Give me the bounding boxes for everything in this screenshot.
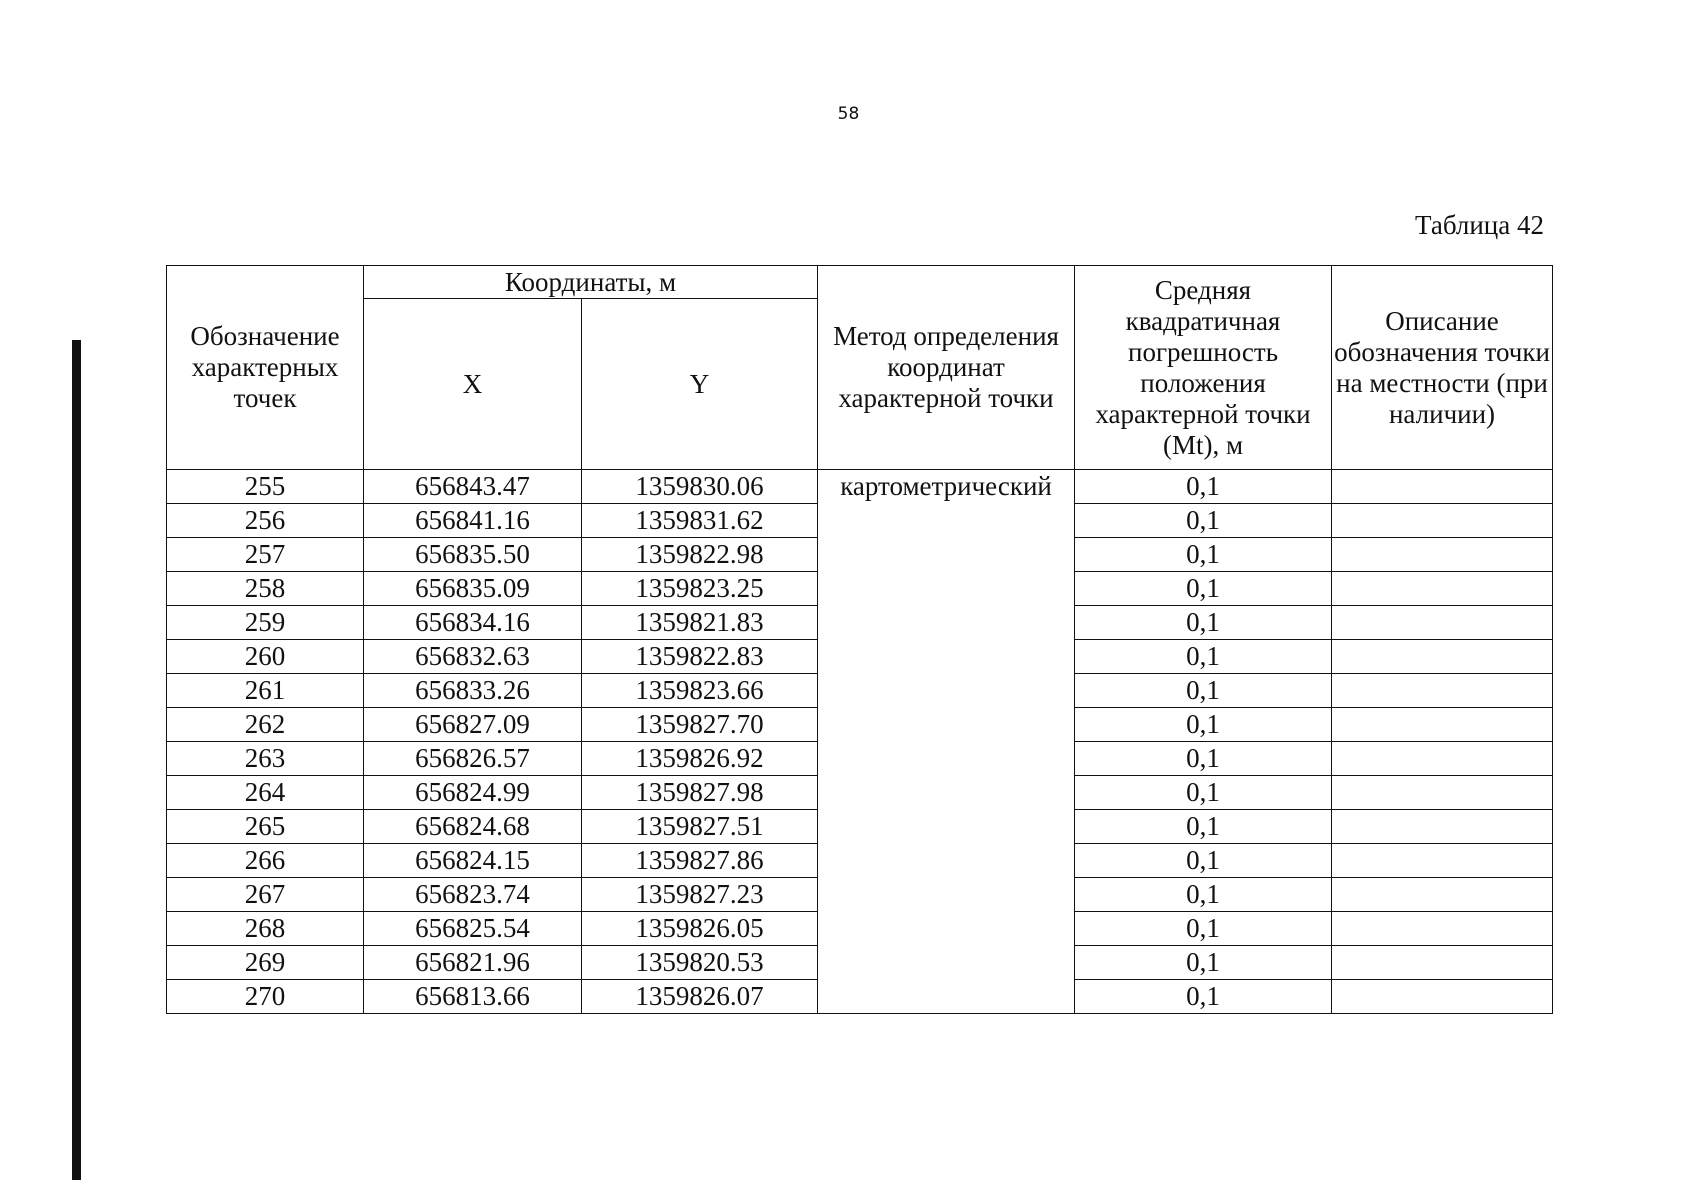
scan-edge-bar <box>72 340 81 1180</box>
point-cell: 269 <box>167 946 364 980</box>
description-cell <box>1332 708 1553 742</box>
header-coords-group: Координаты, м <box>364 266 818 299</box>
x-cell: 656824.15 <box>364 844 582 878</box>
y-cell: 1359827.98 <box>582 776 818 810</box>
mt-cell: 0,1 <box>1075 878 1332 912</box>
y-cell: 1359821.83 <box>582 606 818 640</box>
header-y: Y <box>582 299 818 470</box>
description-cell <box>1332 674 1553 708</box>
x-cell: 656835.09 <box>364 572 582 606</box>
point-cell: 262 <box>167 708 364 742</box>
y-cell: 1359823.25 <box>582 572 818 606</box>
mt-cell: 0,1 <box>1075 606 1332 640</box>
mt-cell: 0,1 <box>1075 640 1332 674</box>
x-cell: 656833.26 <box>364 674 582 708</box>
point-cell: 266 <box>167 844 364 878</box>
y-cell: 1359822.98 <box>582 538 818 572</box>
table-body <box>167 470 1553 1014</box>
point-cell: 263 <box>167 742 364 776</box>
mt-cell: 0,1 <box>1075 708 1332 742</box>
x-cell: 656823.74 <box>364 878 582 912</box>
y-cell: 1359826.07 <box>582 980 818 1014</box>
point-cell: 260 <box>167 640 364 674</box>
header-x: X <box>364 299 582 470</box>
table-row <box>167 470 1553 504</box>
description-cell <box>1332 640 1553 674</box>
point-cell: 258 <box>167 572 364 606</box>
description-cell <box>1332 470 1553 504</box>
mt-cell: 0,1 <box>1075 844 1332 878</box>
description-cell <box>1332 572 1553 606</box>
mt-cell: 0,1 <box>1075 504 1332 538</box>
point-cell: 267 <box>167 878 364 912</box>
x-cell: 656821.96 <box>364 946 582 980</box>
header-method: Метод определения координат характерной точки <box>818 266 1075 470</box>
description-cell <box>1332 810 1553 844</box>
y-cell: 1359826.92 <box>582 742 818 776</box>
point-cell: 270 <box>167 980 364 1014</box>
description-cell <box>1332 878 1553 912</box>
mt-cell: 0,1 <box>1075 538 1332 572</box>
y-cell: 1359820.53 <box>582 946 818 980</box>
point-cell: 261 <box>167 674 364 708</box>
header-description: Описание обозначения точки на местности (при наличии) <box>1332 266 1553 470</box>
mt-cell: 0,1 <box>1075 946 1332 980</box>
header-point: Обозначение характерных точек <box>167 266 364 470</box>
method-cell: картометрический <box>818 470 1075 1014</box>
y-cell: 1359827.70 <box>582 708 818 742</box>
x-cell: 656813.66 <box>364 980 582 1014</box>
mt-cell: 0,1 <box>1075 674 1332 708</box>
mt-cell: 0,1 <box>1075 776 1332 810</box>
mt-cell: 0,1 <box>1075 980 1332 1014</box>
description-cell <box>1332 504 1553 538</box>
point-cell: 255 <box>167 470 364 504</box>
y-cell: 1359827.51 <box>582 810 818 844</box>
x-cell: 656826.57 <box>364 742 582 776</box>
y-cell: 1359831.62 <box>582 504 818 538</box>
page-number: 58 <box>837 104 860 124</box>
y-cell: 1359823.66 <box>582 674 818 708</box>
x-cell: 656834.16 <box>364 606 582 640</box>
y-cell: 1359827.23 <box>582 878 818 912</box>
x-cell: 656835.50 <box>364 538 582 572</box>
x-cell: 656832.63 <box>364 640 582 674</box>
point-cell: 259 <box>167 606 364 640</box>
x-cell: 656824.99 <box>364 776 582 810</box>
point-cell: 265 <box>167 810 364 844</box>
mt-cell: 0,1 <box>1075 810 1332 844</box>
description-cell <box>1332 538 1553 572</box>
description-cell <box>1332 946 1553 980</box>
y-cell: 1359830.06 <box>582 470 818 504</box>
table-caption: Таблица 42 <box>1415 210 1544 240</box>
coordinates-table <box>166 265 1553 1014</box>
mt-cell: 0,1 <box>1075 572 1332 606</box>
x-cell: 656827.09 <box>364 708 582 742</box>
description-cell <box>1332 776 1553 810</box>
description-cell <box>1332 742 1553 776</box>
point-cell: 256 <box>167 504 364 538</box>
mt-cell: 0,1 <box>1075 912 1332 946</box>
x-cell: 656843.47 <box>364 470 582 504</box>
description-cell <box>1332 912 1553 946</box>
x-cell: 656841.16 <box>364 504 582 538</box>
y-cell: 1359822.83 <box>582 640 818 674</box>
point-cell: 257 <box>167 538 364 572</box>
x-cell: 656824.68 <box>364 810 582 844</box>
point-cell: 268 <box>167 912 364 946</box>
description-cell <box>1332 980 1553 1014</box>
y-cell: 1359826.05 <box>582 912 818 946</box>
mt-cell: 0,1 <box>1075 470 1332 504</box>
header-error: Средняя квадратичная погрешность положения характерной точки (Mt), м <box>1075 266 1332 470</box>
mt-cell: 0,1 <box>1075 742 1332 776</box>
description-cell <box>1332 844 1553 878</box>
point-cell: 264 <box>167 776 364 810</box>
y-cell: 1359827.86 <box>582 844 818 878</box>
x-cell: 656825.54 <box>364 912 582 946</box>
description-cell <box>1332 606 1553 640</box>
